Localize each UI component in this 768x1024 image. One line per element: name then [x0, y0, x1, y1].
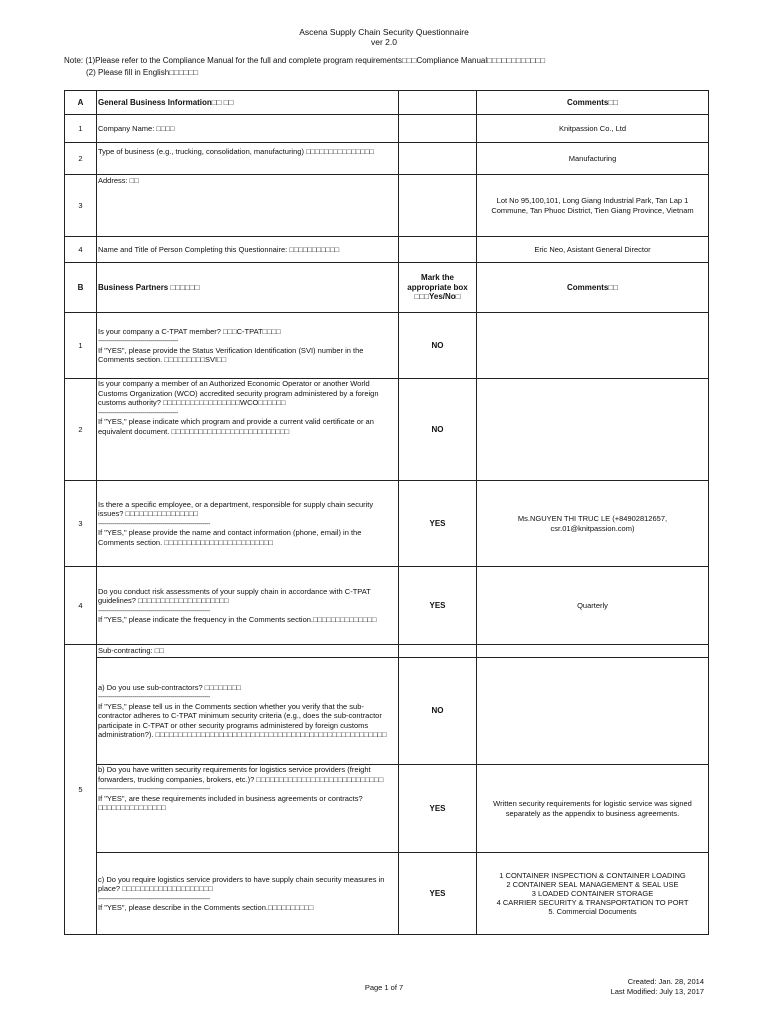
table-row-subcontracting-c	[65, 853, 709, 935]
mark-cell[interactable]: YES	[399, 481, 477, 567]
comment-cell[interactable]: Lot No 95,100,101, Long Giang Industrial Park, Tan Lap 1 Commune, Tan Phuoc District, Tien Giang Province, Vietnam	[477, 175, 709, 237]
comment-cell[interactable]: Quarterly	[477, 567, 709, 645]
row-number: 2	[65, 379, 97, 481]
comment-cell[interactable]	[477, 645, 709, 658]
mark-cell[interactable]	[399, 237, 477, 263]
section-a-letter: A	[65, 91, 97, 115]
subcontracting-label: Sub-contracting: □□	[97, 645, 399, 658]
section-b-header-row	[65, 263, 709, 313]
question-cell	[97, 658, 399, 765]
document-version: ver 2.0	[371, 37, 397, 47]
created-date: Created: Jan. 28, 2014	[627, 977, 704, 986]
question-text: Is there a specific employee, or a department, responsible for supply chain security issues? □□□□□□□□□□□□□□□□	[98, 499, 374, 519]
notes-block	[64, 55, 545, 79]
question-text: Is your company a C-TPAT member? □□□C-TPAT□□□□	[98, 326, 281, 336]
table-row-subcontracting-b	[65, 765, 709, 853]
document-dates	[611, 977, 704, 997]
row-number: 3	[65, 481, 97, 567]
table-row	[65, 481, 709, 567]
question-text: c) Do you require logistics service providers to have supply chain security measures in place? □□□□□□□□□□□□□□□□□□□□	[98, 874, 385, 893]
question-cell	[97, 379, 399, 481]
mark-cell[interactable]: NO	[399, 379, 477, 481]
document-title-block	[0, 27, 768, 47]
comment-cell[interactable]: 1 CONTAINER INSPECTION & CONTAINER LOADING 2 CONTAINER SEAL MANAGEMENT & SEAL USE 3 LOADED CONTAINER STORAGE 4 CARRIER SECURITY & TRANSPORTATION TO PORT 5. Commercial Documents	[477, 853, 709, 935]
comment-cell[interactable]	[477, 313, 709, 379]
page-number: Page 1 of 7	[364, 983, 404, 992]
section-a-header-row	[65, 91, 709, 115]
table-row	[65, 313, 709, 379]
comment-cell[interactable]	[477, 658, 709, 765]
mark-cell[interactable]: YES	[399, 853, 477, 935]
comment-cell[interactable]	[477, 379, 709, 481]
separator-line: ----------------------------------------	[98, 336, 178, 345]
row-number: 3	[65, 175, 97, 237]
mark-cell[interactable]	[399, 143, 477, 175]
separator-line: --------------------------------------------------------	[98, 893, 210, 903]
document-title: Ascena Supply Chain Security Questionnaire	[299, 27, 469, 37]
question-cell	[97, 765, 399, 853]
section-b-mark-header: Mark the appropriate box □□□Yes/No□	[399, 263, 477, 313]
section-a-mark-header	[399, 91, 477, 115]
separator-line: --------------------------------------------------------	[98, 692, 210, 701]
section-a-comments-header: Comments□□	[477, 91, 709, 115]
question-followup-text: If "YES", are these requirements included in business agreements or contracts? □□□□□□□□□□□□□□□	[98, 793, 363, 812]
row-number: 4	[65, 237, 97, 263]
section-a-title: General Business Information□□ □□	[97, 91, 399, 115]
question-text: Do you conduct risk assessments of your supply chain in accordance with C-TPAT guidelines? □□□□□□□□□□□□□□□□□□□□	[98, 586, 371, 605]
mark-cell[interactable]	[399, 175, 477, 237]
question-text: Company Name: □□□□	[97, 115, 399, 143]
comment-cell[interactable]: Ms.NGUYEN THI TRUC LE (+84902812657, csr.01@knitpassion.com)	[477, 481, 709, 567]
question-cell	[97, 481, 399, 567]
note-2: (2) Please fill in English□□□□□□	[86, 68, 199, 77]
question-followup-text: If "YES", please describe in the Comments section.□□□□□□□□□□	[98, 903, 314, 912]
question-followup-text: If "YES," please indicate the frequency in the Comments section.□□□□□□□□□□□□□□	[98, 615, 377, 624]
row-number: 2	[65, 143, 97, 175]
comment-cell[interactable]: Knitpassion Co., Ltd	[477, 115, 709, 143]
section-b-comments-header: Comments□□	[477, 263, 709, 313]
question-text: a) Do you use sub-contractors? □□□□□□□□	[98, 682, 241, 692]
table-row	[65, 175, 709, 237]
question-text: Is your company a member of an Authorized Economic Operator or another World Customs Organization (WCO) accredited security program administered by a foreign customs authority? □□□□□□□□□□□□□□□□□WCO□□□□□□	[98, 379, 379, 407]
table-row	[65, 567, 709, 645]
row-number: 5	[65, 645, 97, 935]
questionnaire-table	[64, 90, 709, 935]
last-modified-date: Last Modified: July 13, 2017	[610, 987, 704, 996]
question-followup-text: If "YES," please provide the name and contact information (phone, email) in the Comments section. □□□□□□□□□□□□□□□□□□□□□□□□	[98, 528, 362, 547]
question-cell	[97, 567, 399, 645]
question-followup-text: If "YES," please indicate which program and provide a current valid certificate or an equivalent document. □□□□□□□□□□□□□□□□□□□□□□□□□□	[98, 417, 374, 436]
comment-cell[interactable]: Manufacturing	[477, 143, 709, 175]
question-cell	[97, 313, 399, 379]
question-text: Name and Title of Person Completing this Questionnaire: □□□□□□□□□□□	[97, 237, 399, 263]
separator-line: --------------------------------------------------------	[98, 605, 210, 615]
mark-cell[interactable]	[399, 115, 477, 143]
question-followup-text: If "YES," please tell us in the Comments section whether you verify that the sub-contractor adheres to C-TPAT minimum security criteria (e.g., does the sub-contractor participate in C-TPAT or other security programs administered by foreign customs administration?). □□□□□□□□□□□□□□□□□□□□□□□□□□□□□□□□□□□□□□□□□□□□□□□□□□□	[98, 701, 387, 739]
mark-cell[interactable]: YES	[399, 567, 477, 645]
comment-cell[interactable]: Eric Neo, Asistant General Director	[477, 237, 709, 263]
question-text: Address: □□	[97, 175, 399, 237]
table-row	[65, 379, 709, 481]
table-row	[65, 237, 709, 263]
table-row	[65, 143, 709, 175]
question-text: b) Do you have written security requirements for logistics service providers (freight forwarders, trucking companies, brokers, etc.)? □□□□□□□□□□□□□□□□□□□□□□□□□□□□	[98, 765, 384, 784]
row-number: 1	[65, 115, 97, 143]
separator-line: --------------------------------------------------------	[98, 518, 210, 528]
row-number: 4	[65, 567, 97, 645]
mark-cell[interactable]: YES	[399, 765, 477, 853]
mark-cell[interactable]	[399, 645, 477, 658]
table-row	[65, 115, 709, 143]
mark-cell[interactable]: NO	[399, 658, 477, 765]
row-number: 1	[65, 313, 97, 379]
comment-cell[interactable]: Written security requirements for logistic service was signed separately as the appendix to business agreements.	[477, 765, 709, 853]
note-1: Note: (1)Please refer to the Compliance Manual for the full and complete program requirements□□□Compliance Manual□□□□□□□□□□□□	[64, 56, 546, 65]
question-followup-text: If "YES", please provide the Status Verification Identification (SVI) number in the Comments section. □□□□□□□□□SVI□□	[98, 345, 364, 364]
separator-line: ----------------------------------------	[98, 407, 178, 417]
separator-line: --------------------------------------------------------	[98, 784, 210, 793]
section-b-letter: B	[65, 263, 97, 313]
mark-cell[interactable]: NO	[399, 313, 477, 379]
question-text: Type of business (e.g., trucking, consolidation, manufacturing) □□□□□□□□□□□□□□□	[97, 143, 399, 175]
question-cell	[97, 853, 399, 935]
section-b-title: Business Partners □□□□□□	[97, 263, 399, 313]
table-row-subcontracting-label	[65, 645, 709, 658]
table-row-subcontracting-a	[65, 658, 709, 765]
